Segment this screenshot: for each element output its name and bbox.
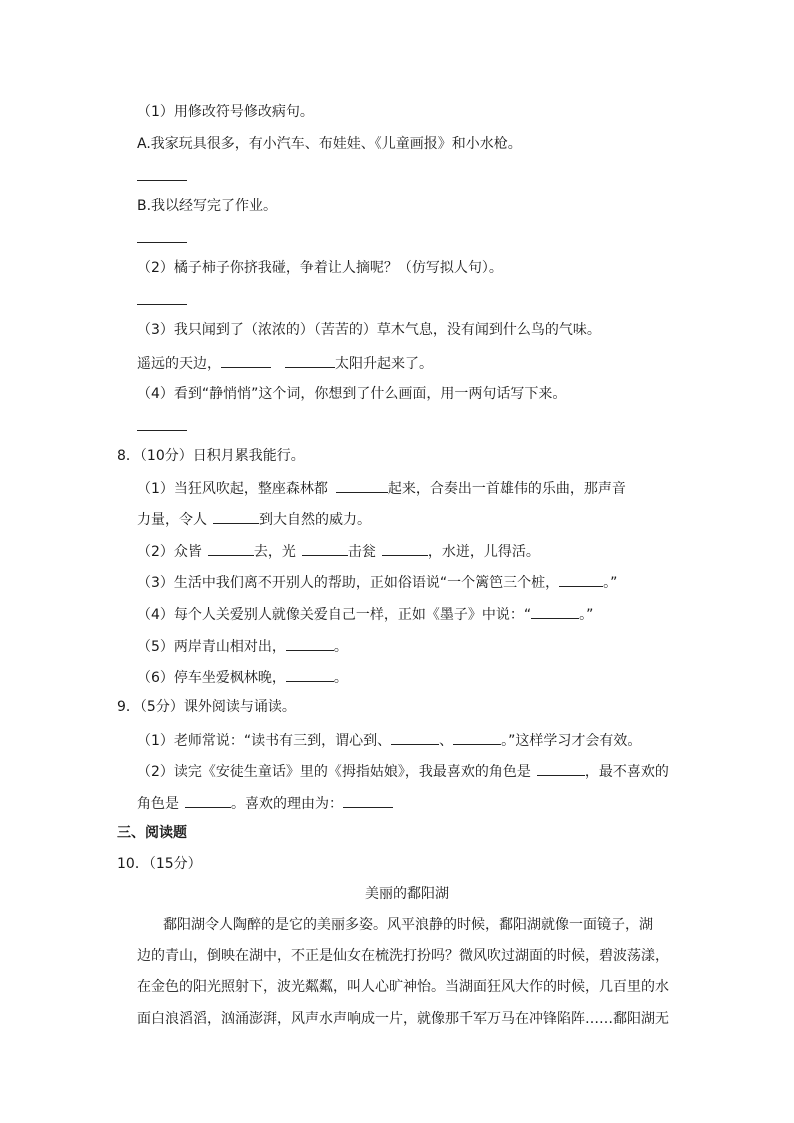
q7-sub1: （1）用修改符号修改病句。 <box>137 104 314 120</box>
answer-blank[interactable] <box>336 477 388 493</box>
passage-line: 在金色的阳光照射下，波光粼粼，叫人心旷神怡。当湖面狂风大作的时候，几百里的水 <box>137 979 669 995</box>
answer-blank[interactable] <box>221 352 271 368</box>
q8-sub2: （2）众皆 去，光 击瓮 ，水迸，儿得活。 <box>137 540 540 562</box>
passage-line: 面白浪滔滔，汹涌澎湃，风声水声响成一片，就像那千军万马在冲锋陷阵……鄱阳湖无 <box>137 1011 669 1027</box>
passage-title: 美丽的鄱阳湖 <box>365 886 449 902</box>
q8-sub5: （5）两岸青山相对出， 。 <box>137 635 348 657</box>
answer-line[interactable] <box>137 180 187 181</box>
answer-blank[interactable] <box>285 352 335 368</box>
q7-sub3-imitate: 遥远的天边， 太阳升起来了。 <box>137 352 433 374</box>
answer-line[interactable] <box>137 242 187 243</box>
q8-sub6: （6）停车坐爱枫林晚， 。 <box>137 666 348 688</box>
q7-sub3: （3）我只闻到了（浓浓的）（苦苦的）草木气息，没有闻到什么鸟的气味。 <box>137 322 601 338</box>
answer-line[interactable] <box>137 304 187 305</box>
q7-sub2: （2）橘子柿子你挤我碰，争着让人摘呢？（仿写拟人句）。 <box>137 260 503 276</box>
section-heading: 三、阅读题 <box>117 825 187 841</box>
q10-heading: 10．（15分） <box>117 856 202 872</box>
answer-blank[interactable] <box>185 792 231 808</box>
answer-blank[interactable] <box>559 571 603 587</box>
answer-blank[interactable] <box>531 603 579 619</box>
passage-line: 边的青山，倒映在湖中，不正是仙女在梳洗打扮吗？微风吹过湖面的时候，碧波荡漾， <box>137 948 669 964</box>
answer-blank[interactable] <box>286 666 334 682</box>
answer-blank[interactable] <box>391 729 439 745</box>
q9-sub2: （2）读完《安徒生童话》里的《拇指姑娘》，我最喜欢的角色是 ，最不喜欢的 <box>137 760 669 782</box>
answer-blank[interactable] <box>343 792 393 808</box>
q7-sub1-b: B.我以经写完了作业。 <box>137 198 278 214</box>
q9-heading: 9．（5分）课外阅读与诵读。 <box>117 699 296 715</box>
answer-blank[interactable] <box>302 540 348 556</box>
q8-heading: 8．（10分）日积月累我能行。 <box>117 448 305 464</box>
answer-blank[interactable] <box>208 540 254 556</box>
answer-blank[interactable] <box>382 540 428 556</box>
q8-sub1: （1）当狂风吹起，整座森林都 起来，合奏出一首雄伟的乐曲，那声音 <box>137 477 626 499</box>
q7-sub4: （4）看到“静悄悄”这个词，你想到了什么画面，用一两句话写下来。 <box>137 386 567 402</box>
answer-blank[interactable] <box>213 508 259 524</box>
q9-sub1: （1）老师常说：“读书有三到，谓心到、 、 。”这样学习才会有效。 <box>137 729 641 751</box>
q8-sub4: （4）每个人关爱别人就像关爱自己一样，正如《墨子》中说：“ 。” <box>137 603 593 625</box>
q7-sub1-a: A.我家玩具很多，有小汽车、布娃娃、《儿童画报》和小水枪。 <box>137 136 522 152</box>
q9-sub2-cont: 角色是 。喜欢的理由为： <box>137 792 393 814</box>
answer-blank[interactable] <box>537 760 585 776</box>
answer-blank[interactable] <box>286 635 334 651</box>
q8-sub1-cont: 力量，令人 到大自然的威力。 <box>137 508 371 530</box>
answer-blank[interactable] <box>453 729 501 745</box>
q8-sub3: （3）生活中我们离不开别人的帮助，正如俗语说“一个篱笆三个桩， 。” <box>137 571 617 593</box>
answer-line[interactable] <box>137 430 187 431</box>
passage-line: 鄱阳湖令人陶醉的是它的美丽多姿。风平浪静的时候，鄱阳湖就像一面镜子，湖 <box>163 917 653 933</box>
